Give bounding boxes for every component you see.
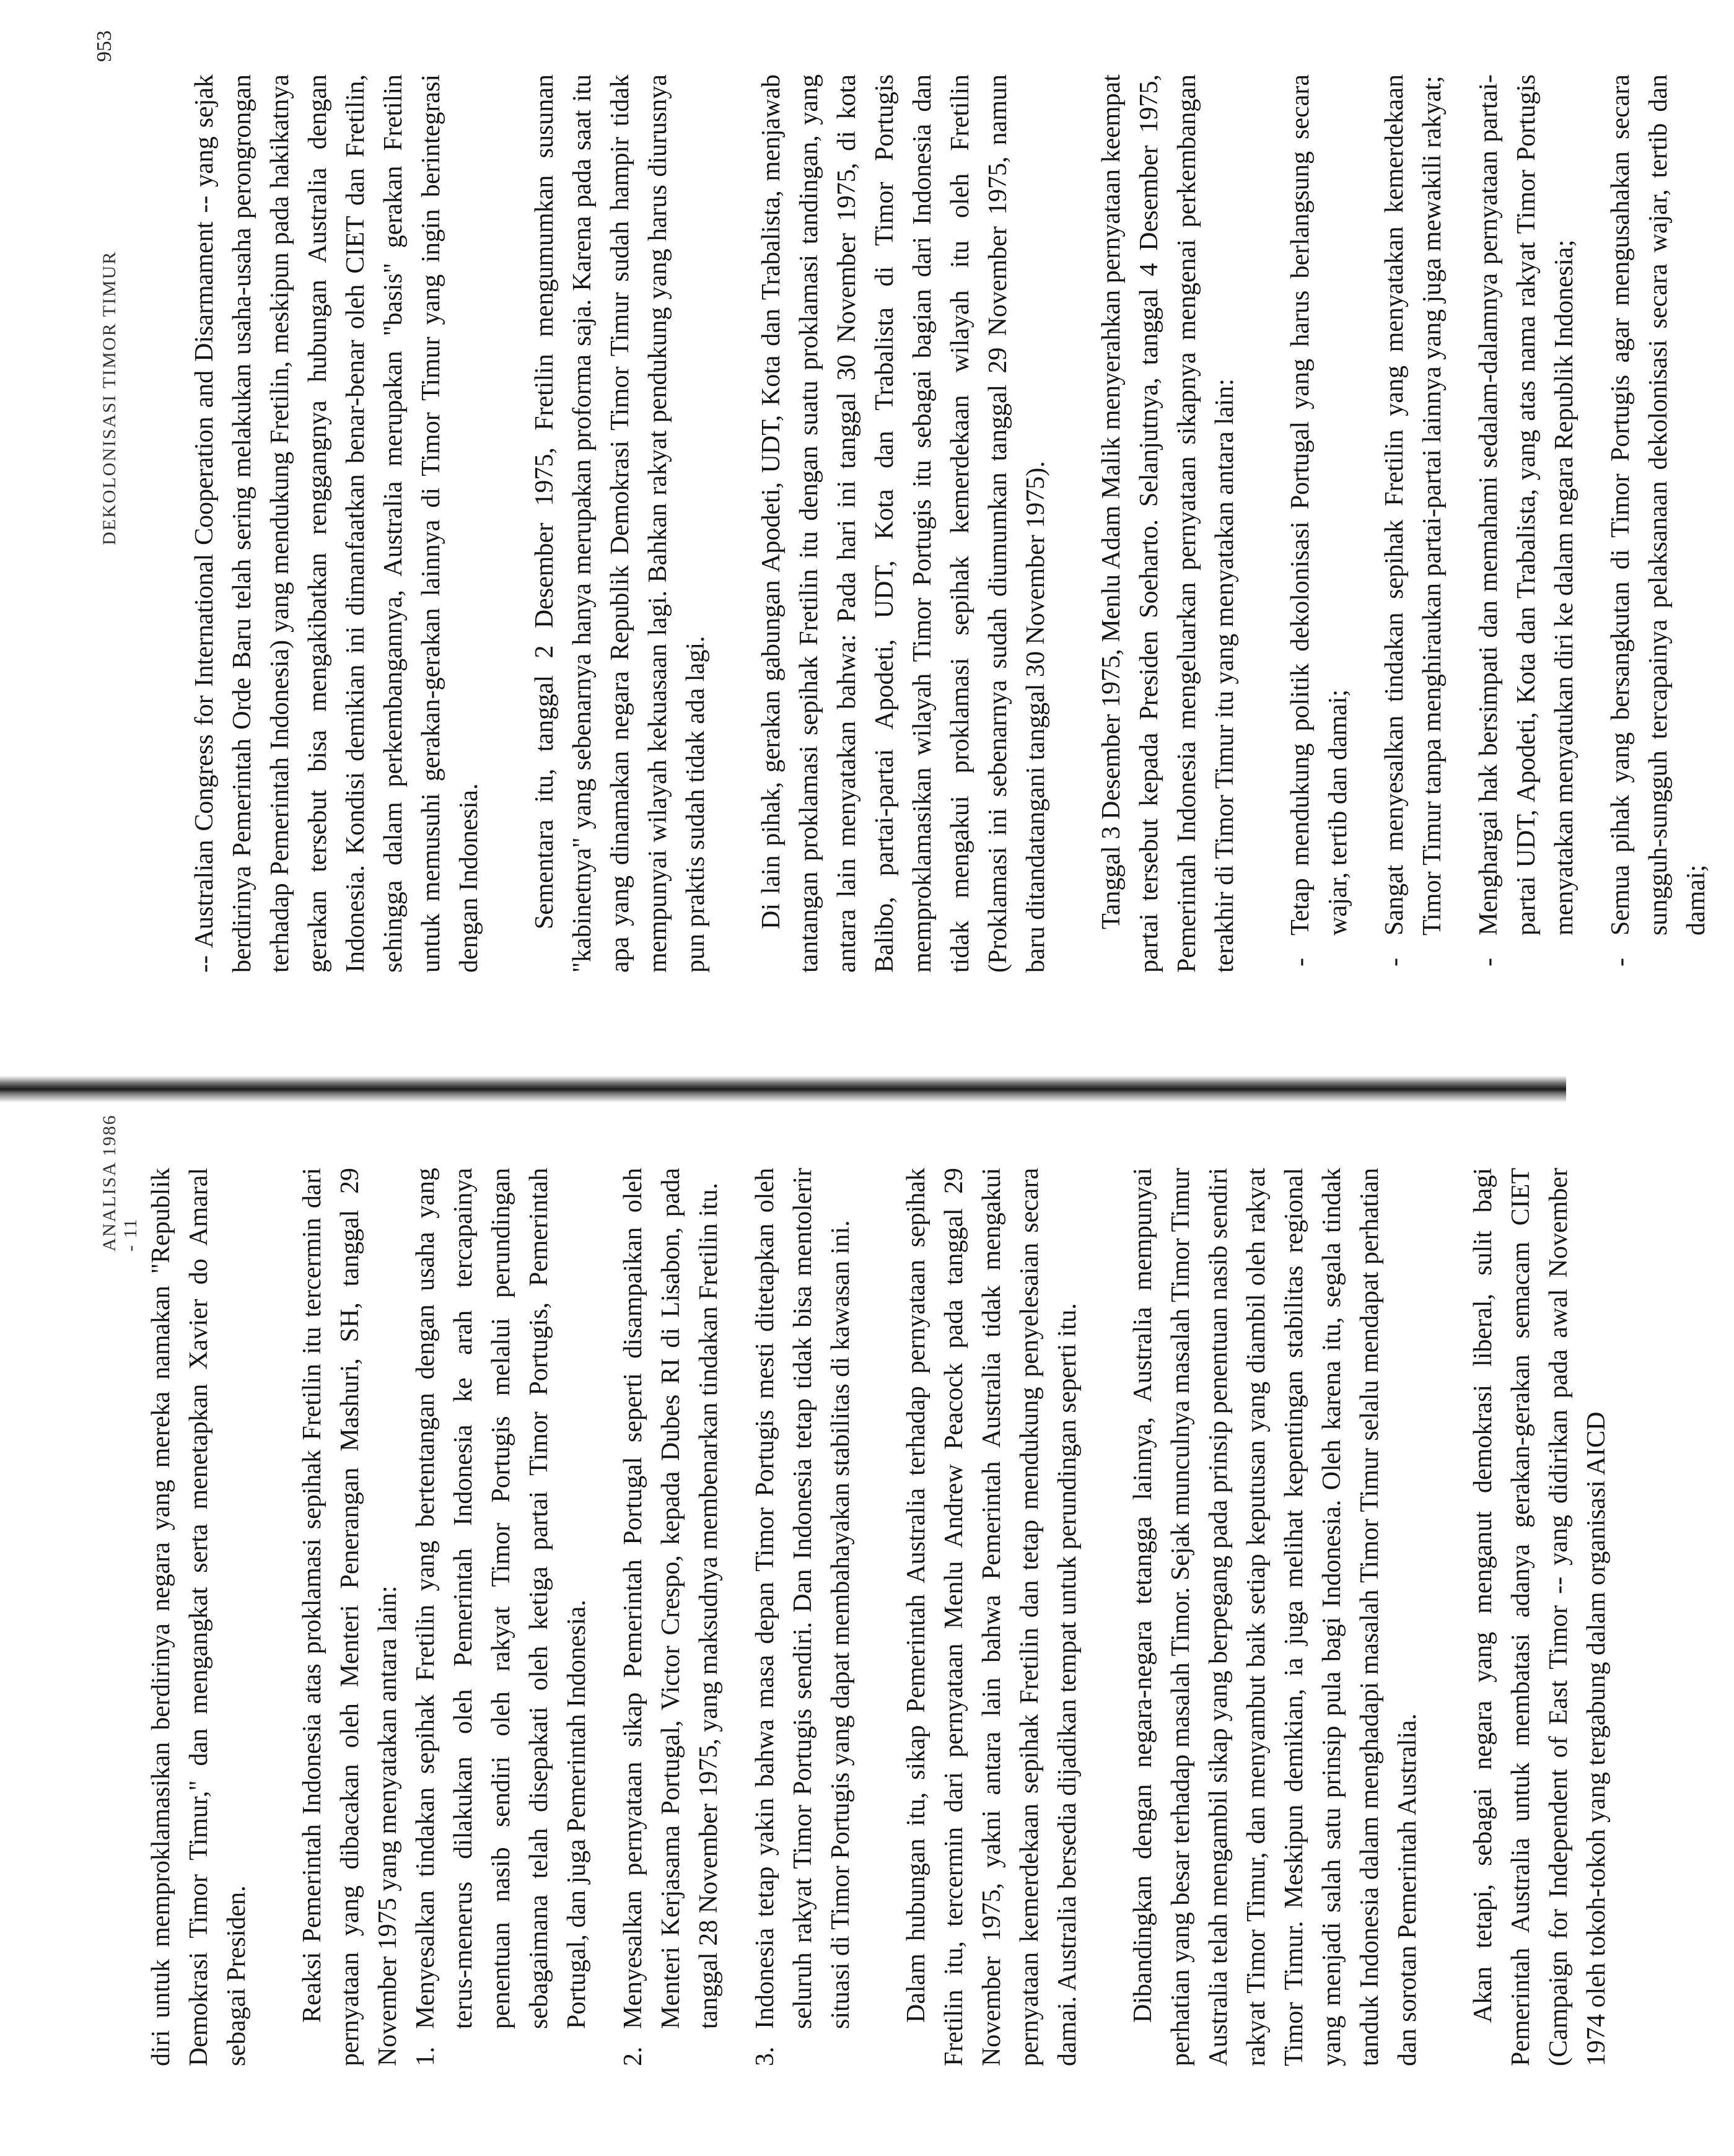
list-dash: - <box>1474 958 1503 966</box>
paragraph: Reaksi Pemerintah Indonesia atas proklamasi sepihak Fretilin itu tercermin dari pernyataan yang dibacakan oleh Menteri Penerangan Mashuri, SH, tanggal 29 November 1975 yang menyatakan antara lain: <box>298 1168 402 2066</box>
paragraph: Dibandingkan dengan negara-negara tetangga lainnya, Australia mempunyai perhatian yang besar terhadap masalah Timor. Sejak munculnya masalah Timor Timur Australia telah mengambil sikap yang berpegang pada prinsip penentuan nasib sendiri rakyat Timor Timur, dan menyambut baik setiap keputusan yang diambil oleh rakyat Timor Timur. Meskipun demikian, ia juga melihat kepentingan stabilitas regional yang menjadi salah satu prinsip pula bagi Indonesia. Oleh karena itu, segala tindak tanduk Indonesia dalam menghadapi masalah Timor Timur selalu mendapat perhatian dan sorotan Pemerintah Australia. <box>1129 1168 1422 2066</box>
list-number: 2. <box>619 2046 647 2066</box>
paragraph: Sementara itu, tanggal 2 Desember 1975, Fretilin mengumumkan susunan "kabinetnya" yang sebenarnya hanya merupakan proforma saja. Karena pada saat itu apa yang dinamakan negara Republik Demokrasi Timor Timur sudah hampir tidak mempunyai wilayah kekuasaan lagi. Bahkan rakyat pendukung yang harus diurusnya pun praktis sudah tidak ada lagi. <box>530 74 710 973</box>
list-item <box>1282 74 1357 973</box>
paragraph: -- Australian Congress for International Cooperation and Disarmament -- yang sejak berdirinya Pemerintah Orde Baru telah sering melakukan usaha-usaha perongrongan terhadap Pemerintah Indonesia) yang mendukung Fretilin, meskipun pada hakikatnya gerakan tersebut bisa mengakibatkan renggangnya hubungan Australia dengan Indonesia. Kondisi demikian ini dimanfaatkan benar-benar oleh CIET dan Fretilin, sehingga dalam perkembangannya, Australia merupakan "basis" gerakan Fretilin untuk memusuhi gerakan-gerakan lainnya di Timor Timur yang ingin berintegrasi dengan Indonesia. <box>190 74 483 973</box>
list-item <box>1376 74 1452 973</box>
paragraph: diri untuk memproklamasikan berdirinya negara yang mereka namakan "Republik Demokrasi Timor Timur," dan mengangkat serta menetapkan Xavier do Amaral sebagai Presiden. <box>147 1168 251 2066</box>
paragraph: Akan tetapi, sebagai negara yang menganut demokrasi liberal, sulit bagi Pemerintah Australia untuk membatasi adanya gerakan-gerakan semacam CIET (Campaign for Independent of East Timor -- yang didirikan pada awal November 1974 oleh tokoh-tokoh yang tergabung dalam organisasi AICD <box>1469 1168 1611 2066</box>
list-item-text: Indonesia tetap yakin bahwa masa depan Timor Portugis mesti ditetapkan oleh seluruh rakyat Timor Portugis sendiri. Dan Indonesia tetap tidak bisa mentolerir situasi di Timor Portugis yang dapat membahayakan stabilitas di kawasan ini. <box>751 1168 855 2029</box>
list-item-text: Menyesalkan pernyataan sikap Pemerintah Portugal seperti disampaikan oleh Menteri Kerjasama Portugal, Victor Crespo, kepada Dubes RI di Lisabon, pada tanggal 28 November 1975, yang maksudnya membenarkan tindakan Fretilin itu. <box>619 1168 723 2029</box>
gutter-divider <box>0 1076 1566 1103</box>
list-item <box>1602 74 1715 973</box>
list-item-text: Tetap mendukung politik dekolonisasi Portugal yang harus berlangsung secara wajar, tertib dan damai; <box>1286 74 1352 936</box>
left-page <box>0 1109 1611 2156</box>
right-column-text <box>186 74 1734 973</box>
numbered-list <box>407 1168 860 2066</box>
running-head-left: ANALISA 1986 - 11 <box>99 1114 141 1251</box>
page-number: 953 <box>93 30 116 62</box>
running-head-right: DEKOLONISASI TIMOR TIMUR <box>99 250 120 545</box>
paragraph: Tanggal 3 Desember 1975, Menlu Adam Malik menyerahkan pernyataan keempat partai tersebut kepada Presiden Soeharto. Selanjutnya, tanggal 4 Desember 1975, Pemerintah Indonesia mengeluarkan pernyataan sikapnya mengenai perkembangan terakhir di Timor Timur itu yang menyatakan antara lain: <box>1097 74 1239 973</box>
list-item-text: Menyesalkan tindakan sepihak Fretilin yang bertentangan dengan usaha yang terus-menerus dilakukan oleh Pemerintah Indonesia ke arah tercapainya penentuan nasib sendiri oleh rakyat Timor Portugis melalui perundingan sebagaimana telah disepakati oleh ketiga partai Timor Portugis, Pemerintah Portugal, dan juga Pemerintah Indonesia. <box>411 1168 591 2029</box>
left-column-text <box>142 1168 1653 2066</box>
list-item-text: Sangat menyesalkan tindakan sepihak Fretilin yang menyatakan kemerdekaan Timor Timur tanpa menghiraukan partai-partai lainnya yang juga mewakili rakyat; <box>1380 74 1447 936</box>
list-item <box>615 1168 728 2066</box>
dash-list <box>1282 74 1715 973</box>
list-dash: - <box>1286 958 1315 966</box>
right-page <box>0 0 1710 1047</box>
list-item <box>1470 74 1583 973</box>
list-number: 3. <box>751 2046 779 2066</box>
list-item <box>747 1168 860 2066</box>
list-item-text: Menghargai hak bersimpati dan memahami sedalam-dalamnya pernyataan partai-partai UDT, Apodeti, Kota dan Trabalista, yang atas nama rakyat Timor Portugis menyatakan menyatukan diri ke dalam negara Republik Indonesia; <box>1474 74 1579 936</box>
list-dash: - <box>1380 958 1409 966</box>
list-item <box>407 1168 596 2066</box>
list-dash: - <box>1606 958 1635 966</box>
list-item-text: Semua pihak yang bersangkutan di Timor Portugis agar mengusahakan secara sungguh-sungguh tercapainya pelaksanaan dekolonisasi secara wajar, tertib dan damai; <box>1606 74 1710 936</box>
paragraph: Di lain pihak, gerakan gabungan Apodeti, UDT, Kota dan Trabalista, menjawab tantangan proklamasi sepihak Fretilin itu dengan suatu proklamasi tandingan, yang antara lain menyatakan bahwa: Pada hari ini tanggal 30 November 1975, di kota Balibo, partai-partai Apodeti, UDT, Kota dan Trabalista di Timor Portugis memproklamasikan wilayah Timor Portugis itu sebagai bagian dari Indonesia dan tidak mengakui proklamasi sepihak kemerdekaan wilayah itu oleh Fretilin (Proklamasi ini sebenarnya sudah diumumkan tanggal 29 November 1975, namun baru ditandatangani tanggal 30 November 1975). <box>757 74 1050 973</box>
paragraph: Dalam hubungan itu, sikap Pemerintah Australia terhadap pernyataan sepihak Fretilin itu, tercermin dari pernyataan Menlu Andrew Peacock pada tanggal 29 November 1975, yakni antara lain bahwa Pemerintah Australia tidak mengakui pernyataan kemerdekaan sepihak Fretilin dan tetap mendukung penyelesaian secara damai. Australia bersedia dijadikan tempat untuk perundingan seperti itu. <box>902 1168 1082 2066</box>
list-number: 1. <box>411 2046 440 2066</box>
